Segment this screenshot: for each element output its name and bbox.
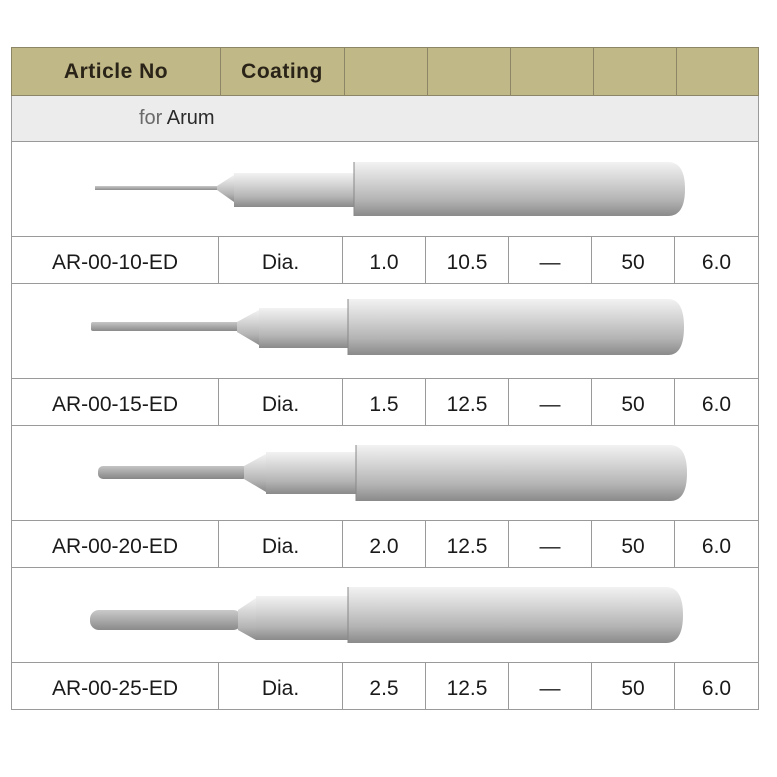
cell-value-2: 12.5 xyxy=(426,521,509,567)
cell-value-3: — xyxy=(509,521,592,567)
cell-coating: Dia. xyxy=(219,237,343,283)
tool-image-row xyxy=(11,568,759,663)
cell-value-4: 50 xyxy=(592,379,675,425)
table-row xyxy=(11,379,759,426)
cell-value-3: — xyxy=(509,237,592,283)
cell-value-5: 6.0 xyxy=(701,393,732,416)
cell-value-5: 6.0 xyxy=(701,677,732,700)
table-row xyxy=(11,237,759,284)
cell-value-1: 2.0 xyxy=(343,521,426,567)
cell-value-1: 1.5 xyxy=(343,379,426,425)
group-row xyxy=(11,96,759,142)
cell-value-2: 12.5 xyxy=(426,663,509,709)
header-blank-5 xyxy=(676,48,758,95)
header-coating: Coating xyxy=(220,48,345,95)
group-label xyxy=(139,107,215,130)
cell-value-4: 50 xyxy=(592,663,675,709)
cell-value-4: 50 xyxy=(592,237,675,283)
cell-value-4: 50 xyxy=(592,521,675,567)
cell-article: AR-00-25-ED xyxy=(12,663,219,709)
header-blank-1 xyxy=(344,48,428,95)
bur-tool-image xyxy=(12,426,758,520)
table-row xyxy=(11,521,759,568)
cell-value-1: 2.5 xyxy=(343,663,426,709)
cell-article: AR-00-15-ED xyxy=(12,379,219,425)
table-header xyxy=(11,47,759,96)
group-prefix: for xyxy=(139,107,163,129)
tool-image-row xyxy=(11,284,759,379)
bur-tool-image xyxy=(12,142,758,236)
header-blank-2 xyxy=(427,48,511,95)
header-blank-4 xyxy=(593,48,677,95)
header-article-no: Article No xyxy=(12,48,221,95)
cell-coating: Dia. xyxy=(219,379,343,425)
header-blank-3 xyxy=(510,48,594,95)
bur-tool-image xyxy=(12,284,758,378)
cell-value-3: — xyxy=(509,663,592,709)
cell-value-5: 6.0 xyxy=(701,251,732,274)
cell-coating: Dia. xyxy=(219,521,343,567)
cell-value-1: 1.0 xyxy=(343,237,426,283)
cell-article: AR-00-20-ED xyxy=(12,521,219,567)
cell-article: AR-00-10-ED xyxy=(12,237,219,283)
bur-tool-image xyxy=(12,568,758,662)
tool-image-row xyxy=(11,426,759,521)
table-row xyxy=(11,663,759,710)
group-name: Arum xyxy=(166,107,215,129)
cell-value-5: 6.0 xyxy=(701,535,732,558)
cell-value-3: — xyxy=(509,379,592,425)
tool-image-row xyxy=(11,142,759,237)
cell-value-2: 10.5 xyxy=(426,237,509,283)
cell-value-2: 12.5 xyxy=(426,379,509,425)
cell-coating: Dia. xyxy=(219,663,343,709)
